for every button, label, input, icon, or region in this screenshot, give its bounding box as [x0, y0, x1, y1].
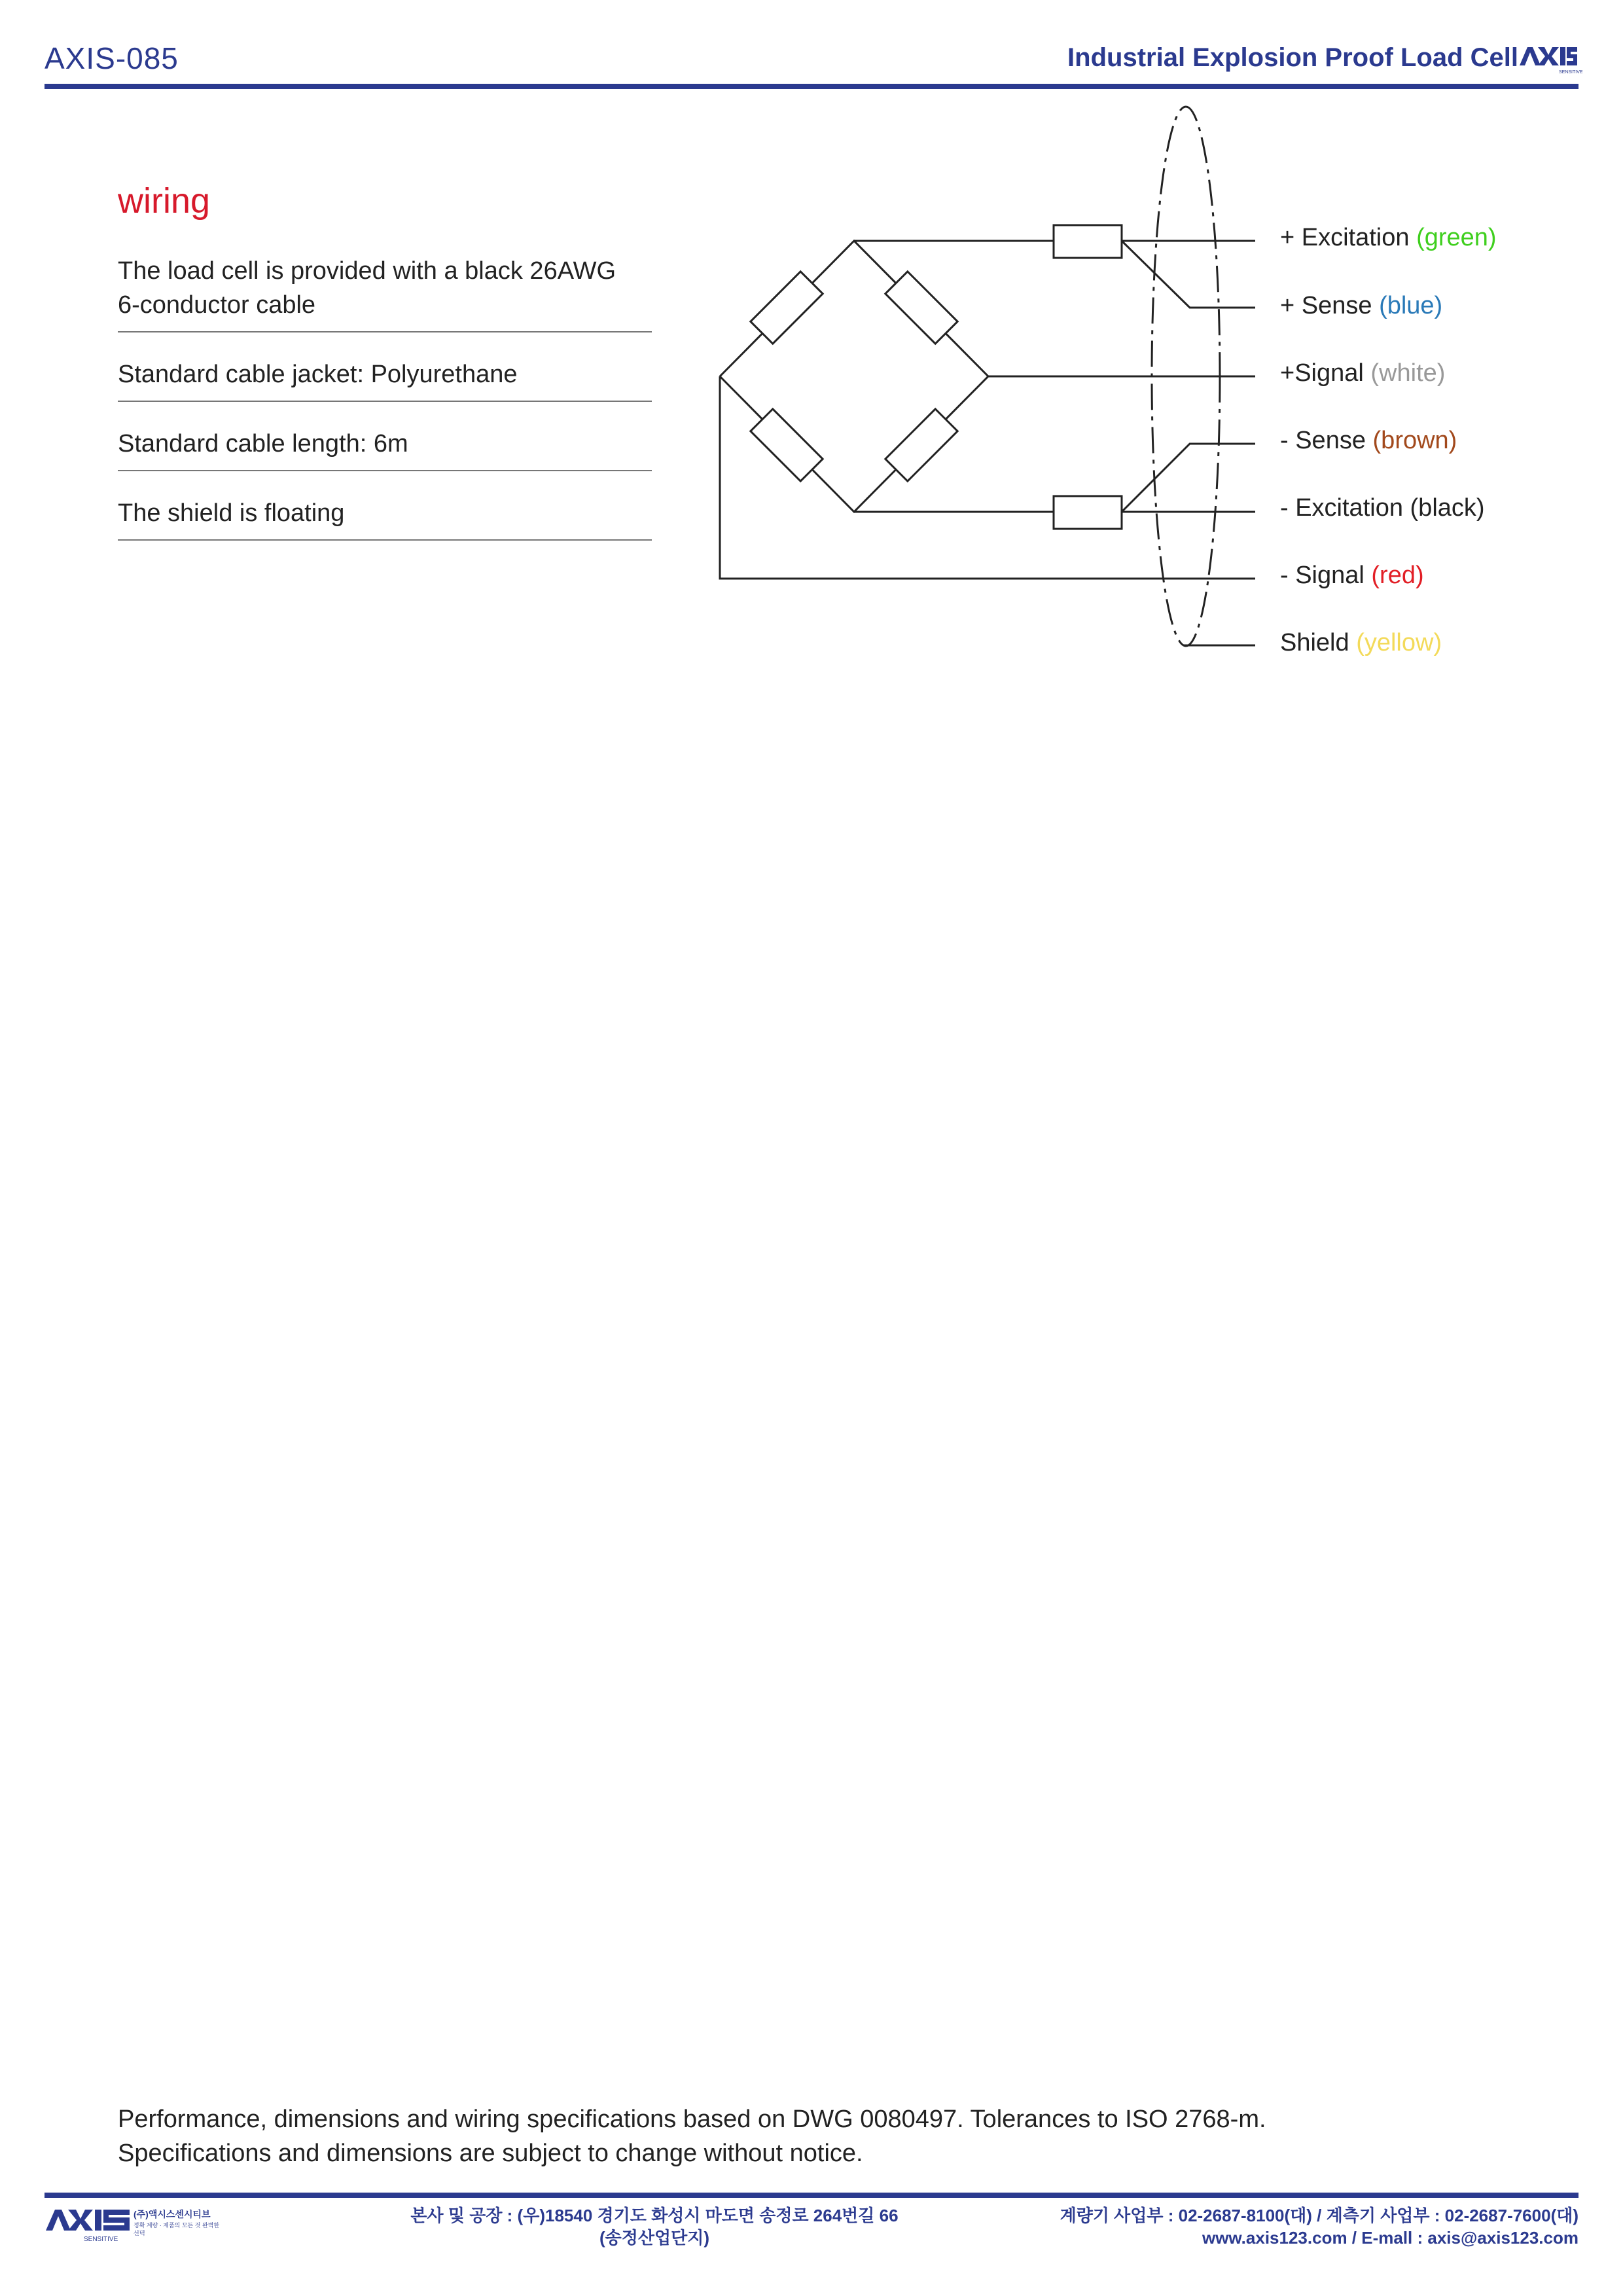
logo-subtext: SENSITIVE	[84, 2236, 118, 2243]
company-slogan: 정확 계량 · 제품의 모든 것 완벽한 선택	[134, 2222, 220, 2236]
bridge-resistor	[885, 409, 957, 481]
lead-signal-negative	[1280, 562, 1424, 590]
lead-sense-negative	[1280, 427, 1457, 455]
lead-excitation-negative	[1280, 494, 1485, 522]
spec-text: Standard cable jacket: Polyurethane	[118, 361, 518, 388]
document-title: Industrial Explosion Proof Load Cell	[1067, 43, 1518, 72]
lead-name: +Signal	[1280, 359, 1371, 387]
footer-rule	[45, 2193, 1578, 2198]
lead-name: - Sense	[1280, 427, 1373, 454]
lead-excitation-positive	[1280, 224, 1497, 252]
lead-signal-positive	[1280, 359, 1445, 387]
bridge-resistor	[751, 272, 823, 344]
footnote	[118, 2102, 1492, 2170]
spec-text: 6-conductor cable	[118, 291, 316, 319]
lead-color: (white)	[1370, 359, 1446, 387]
section-title: wiring	[118, 181, 211, 221]
lead-name: Shield	[1280, 629, 1357, 656]
company-name: (주)액시스센시티브	[134, 2209, 211, 2219]
company-contact	[1060, 2204, 1578, 2249]
compensation-resistor	[1054, 225, 1122, 258]
compensation-resistor	[1054, 496, 1122, 529]
lead-name: + Sense	[1280, 292, 1380, 319]
company-address	[393, 2204, 916, 2249]
contact-web-email: www.axis123.com / E-mall : axis@axis123.com	[1202, 2228, 1578, 2248]
lead-sense-positive	[1280, 292, 1442, 320]
lead-shield	[1280, 629, 1442, 657]
lead-color: (red)	[1371, 562, 1424, 589]
spec-text: The load cell is provided with a black 26AWG	[118, 257, 616, 285]
lead-color: (black)	[1410, 494, 1485, 522]
lead-color: (yellow)	[1356, 629, 1442, 656]
bridge-resistor	[885, 272, 957, 344]
logo-subtext: SENSITIVE	[1559, 70, 1583, 75]
lead-color: (blue)	[1379, 292, 1443, 319]
address-line: 본사 및 공장 : (우)18540 경기도 화성시 마도면 송정로 264번길 66	[410, 2206, 899, 2225]
lead-color: (green)	[1416, 224, 1497, 251]
spec-text: Standard cable length: 6m	[118, 430, 408, 457]
footnote-line: Specifications and dimensions are subject to change without notice.	[118, 2140, 863, 2167]
lead-name: - Signal	[1280, 562, 1372, 589]
contact-phones: 계량기 사업부 : 02-2687-8100(대) / 계측기 사업부 : 02-2687-7600(대)	[1060, 2206, 1578, 2225]
footnote-line: Performance, dimensions and wiring specifications based on DWG 0080497. Tolerances to ISO 2768-m.	[118, 2106, 1266, 2133]
lead-name: + Excitation	[1280, 224, 1417, 251]
wheatstone-bridge	[720, 241, 988, 512]
document-code: AXIS-085	[45, 41, 179, 75]
address-line: (송정산업단지)	[599, 2228, 709, 2248]
bridge-resistor	[751, 409, 823, 481]
lead-name: - Excitation	[1280, 494, 1410, 522]
spec-text: The shield is floating	[118, 499, 345, 527]
lead-color: (brown)	[1372, 427, 1457, 454]
axis-logo-footer	[45, 2204, 131, 2246]
